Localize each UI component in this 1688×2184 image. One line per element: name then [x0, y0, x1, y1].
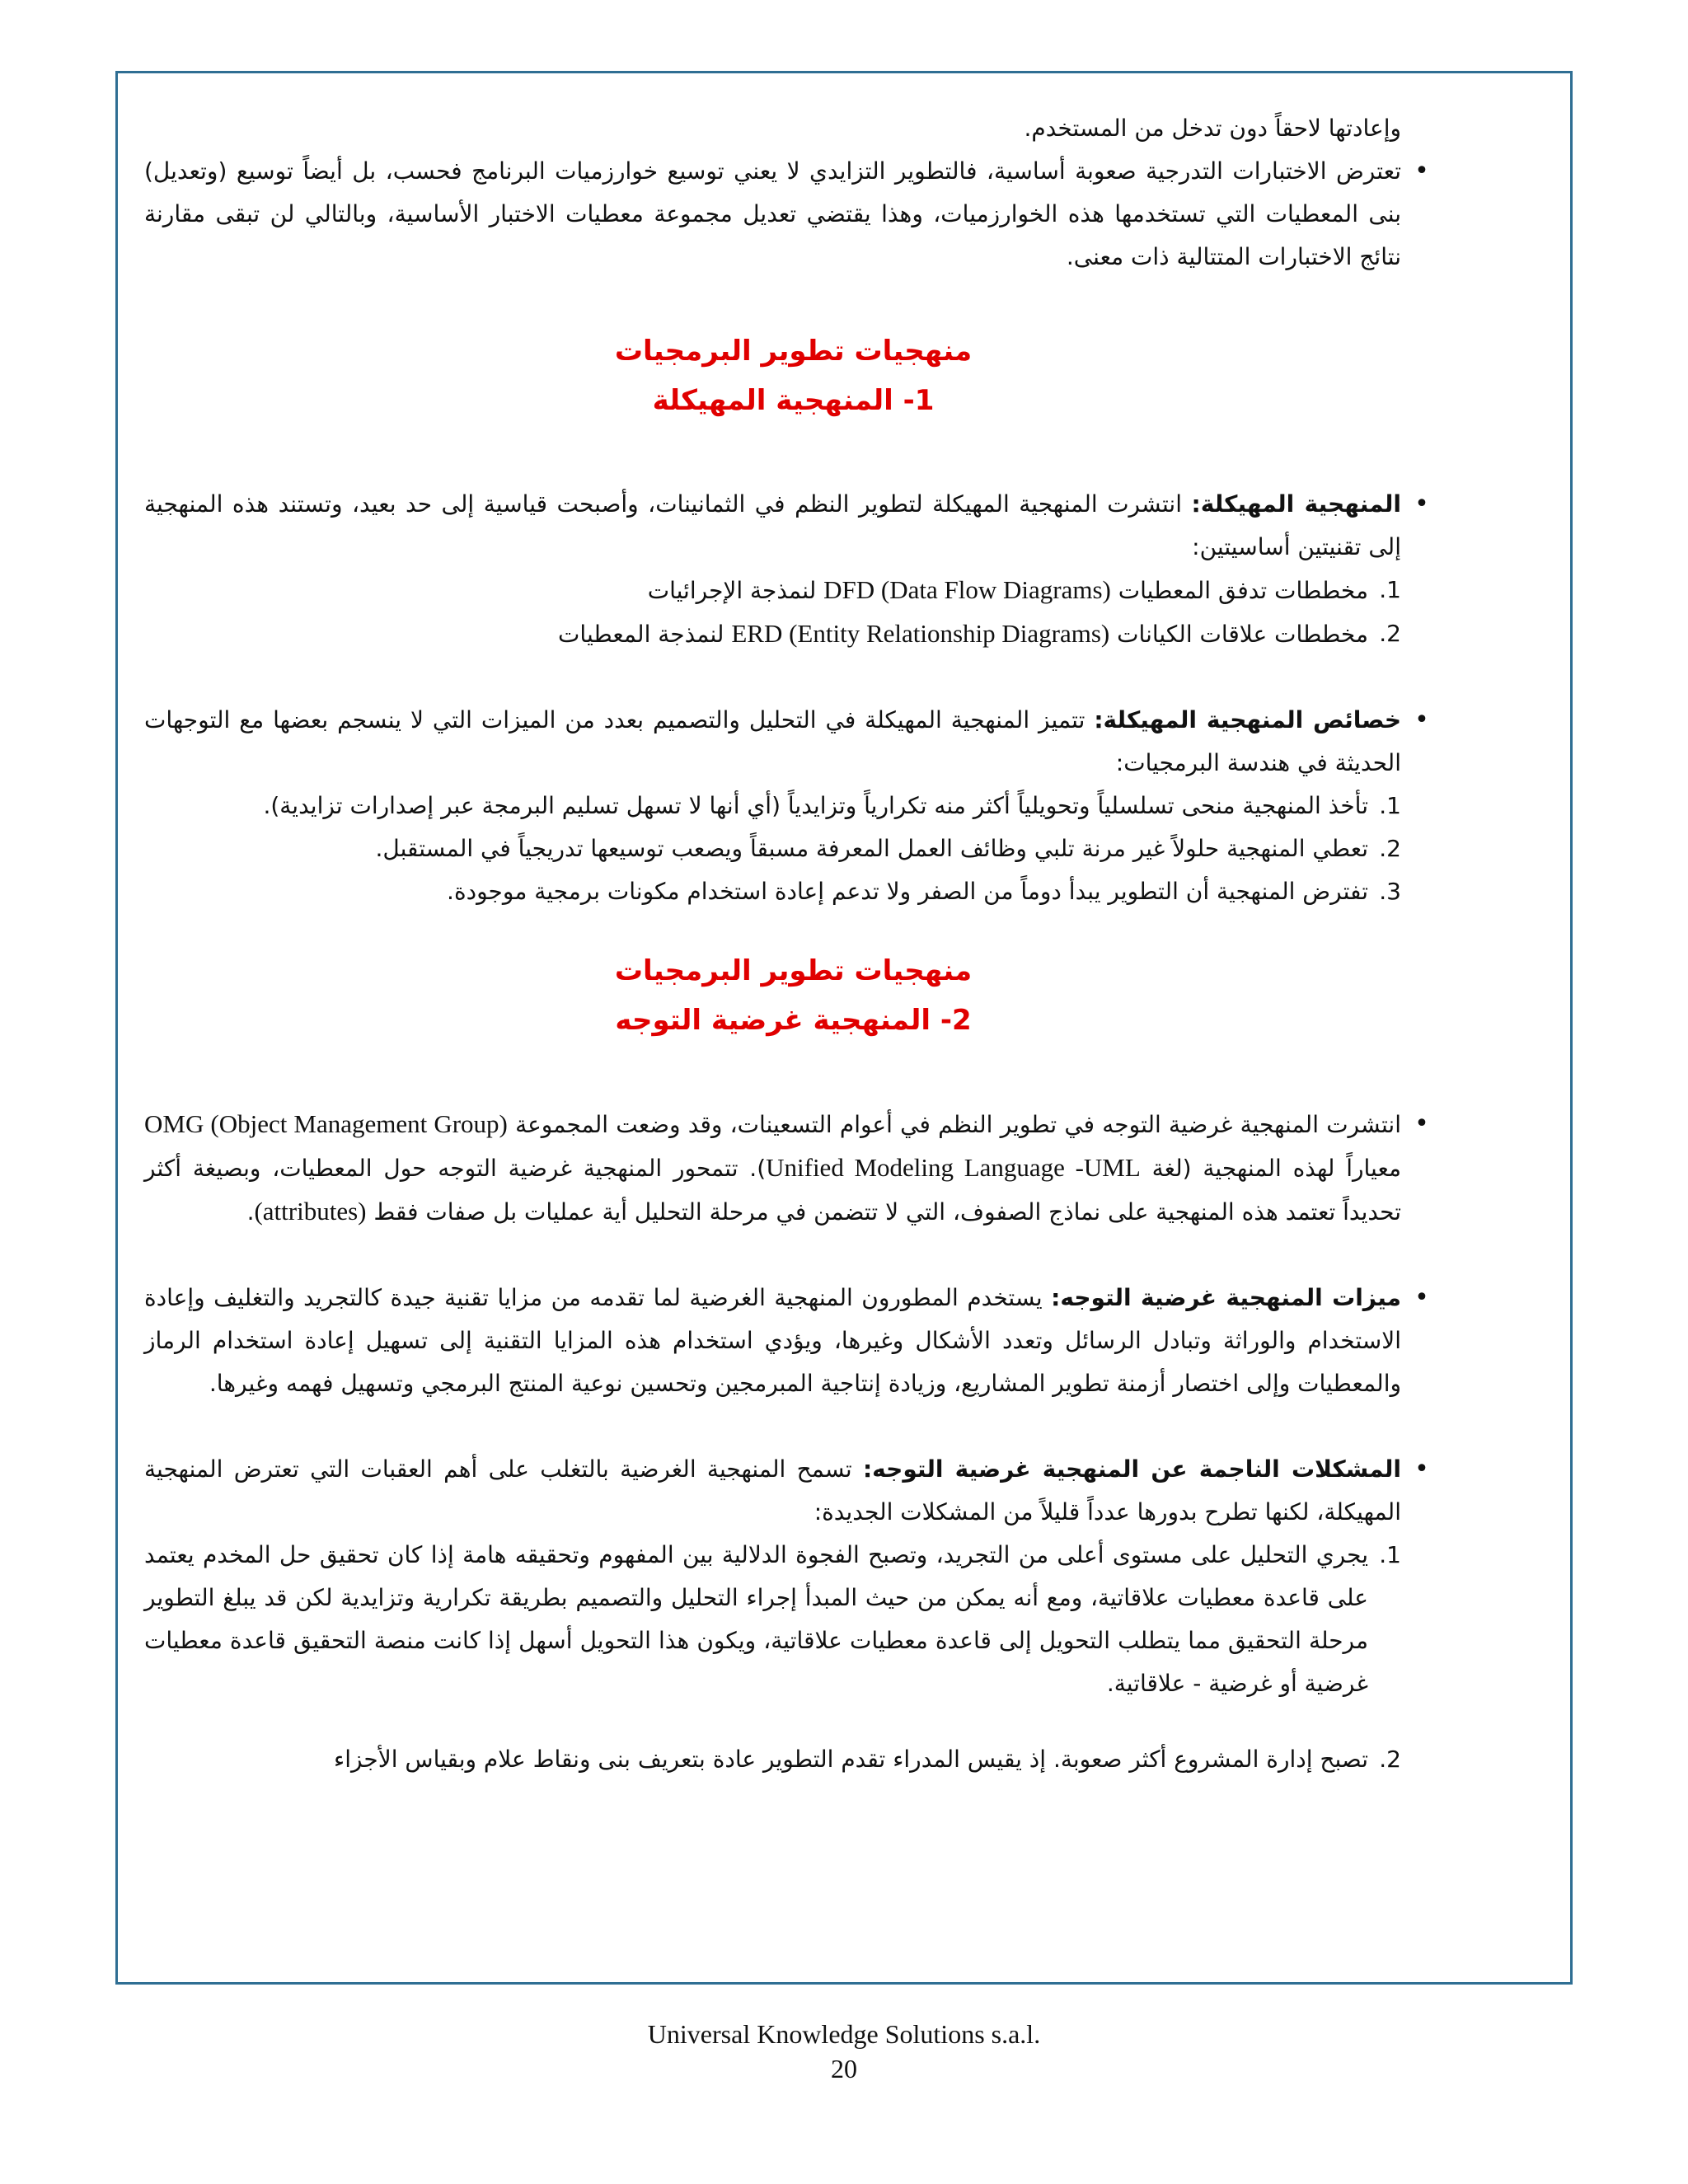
bullet-item: [144, 1103, 1442, 1234]
bullet-paragraph: [144, 699, 1401, 785]
bullet-text: معياراً لهذه المنهجية (لغة: [1140, 1155, 1401, 1182]
numbered-item: [144, 1738, 1401, 1781]
item-text: مخططات علاقات الكيانات: [1117, 621, 1368, 648]
numbered-item: [144, 785, 1401, 827]
item-text: يجري التحليل على مستوى أعلى من التجريد، وتصبح الفجوة الدلالية بين المفهوم وتحقيقه هامة إذا كان تحقيق حل المخدم يعتمد على قاعدة معطيات علاقاتية، ومع أنه يمكن من حيث المبدأ إجراء التحليل والتصميم بطريقة تكرارية وتزايدية لكن قد يبلغ التطوير مرحلة التحقيق مما يتطلب التحويل إلى قاعدة معطيات علاقاتية، ويكون هذا التحويل أسهل إذا كانت منصة التحقيق قاعدة معطيات غرضية أو غرضية - علاقاتية.: [144, 1541, 1368, 1697]
item-text: تصبح إدارة المشروع أكثر صعوبة. إذ يقيس المدراء تقدم التطوير عادة بتعريف بنى ونقاط علام وبقياس الأجزاء: [334, 1746, 1368, 1773]
bullet-text: .: [246, 1198, 255, 1226]
english-term: OMG (Object Management Group): [144, 1109, 508, 1138]
bullet-paragraph: [144, 483, 1401, 569]
item-text: تعطي المنهجية حلولاً غير مرنة تلبي وظائف العمل المعرفة مسبقاً ويصعب توسيعها تدريجياً في المستقبل.: [375, 835, 1368, 862]
numbered-item: [144, 827, 1401, 870]
item-english-term: DFD (Data Flow Diagrams): [823, 575, 1111, 604]
item-number: 1.: [1379, 792, 1401, 819]
bullet-item: [144, 150, 1442, 279]
bullet-lead: ميزات المنهجية غرضية التوجه:: [1051, 1284, 1401, 1311]
bullet-text: ). تتمحور المنهجية غرضية التوجه حول المعطيات، وبصيغة أكثر تحديداً تعتمد هذه المنهجية على نماذج الصفوف، التي لا تتضمن في مرحلة التحليل أية عمليات بل صفات فقط: [144, 1155, 1401, 1226]
section-title: منهجيات تطوير البرمجيات: [614, 335, 973, 368]
item-text: مخططات تدفق المعطيات: [1118, 577, 1368, 604]
bullet-text: انتشرت المنهجية المهيكلة لتطوير النظم في الثمانينات، وأصبحت قياسية إلى حد بعيد، وتستند هذه المنهجية إلى تقنيتين أساسيتين:: [144, 490, 1401, 560]
item-text-tail: لنمذجة المعطيات: [558, 621, 724, 648]
bullet-lead: المشكلات الناجمة عن المنهجية غرضية التوجه:: [862, 1455, 1401, 1483]
bullet-dot-icon: •: [1414, 705, 1429, 734]
numbered-item: [144, 1534, 1401, 1705]
item-number: 2.: [1379, 620, 1401, 647]
item-number: 1.: [1379, 576, 1401, 603]
continued-bullet: [144, 107, 1442, 150]
bullet-item: [144, 699, 1442, 913]
page-number: 20: [831, 2054, 857, 2083]
english-term: Unified Modeling Language -UML: [766, 1153, 1141, 1182]
document-body: [144, 107, 1442, 1781]
bullet-item: [144, 483, 1442, 656]
section-title: منهجيات تطوير البرمجيات: [614, 954, 973, 987]
bullet-text: تتميز المنهجية المهيكلة في التحليل والتصميم بعدد من الميزات التي لا ينسجم بعضها مع التوجهات الحديثة في هندسة البرمجيات:: [144, 706, 1401, 776]
bullet-text: تعترض الاختبارات التدرجية صعوبة أساسية، فالتطوير التزايدي لا يعني توسيع خوارزميات البرنامج فحسب، بل أيضاً توسيع (وتعديل) بنى المعطيات التي تستخدمها هذه الخوارزميات، وهذا يقتضي تعديل مجموعة معطيات الاختبار الأساسية، وبالتالي لن تبقى مقارنة نتائج الاختبارات المتتالية ذات معنى.: [144, 157, 1401, 270]
continuation-text: وإعادتها لاحقاً دون تدخل من المستخدم.: [1024, 115, 1401, 142]
bullet-lead: خصائص المنهجية المهيكلة:: [1094, 706, 1401, 733]
bullet-dot-icon: •: [1414, 1455, 1429, 1483]
bullet-dot-icon: •: [1414, 490, 1429, 518]
section-subtitle: 2- المنهجية غرضية التوجه: [615, 1004, 972, 1037]
bullet-text: يستخدم المطورون المنهجية الغرضية لما تقدمه من مزايا تقنية جيدة كالتجريد والتغليف وإعادة الاستخدام والوراثة وتبادل الرسائل وتعدد الأشكال وغيرها، ويؤدي استخدام هذه المزايا التقنية إلى تسهيل إعادة استخدام الرماز والمعطيات وإلى اختصار أزمنة تطوير المشاريع، وزيادة إنتاجية المبرمجين وتحسين نوعية المنتج البرمجي وتسهيل فهمه وغيرها.: [144, 1284, 1401, 1397]
bullet-paragraph: [144, 1277, 1401, 1405]
bullet-dot-icon: •: [1414, 1109, 1429, 1138]
bullet-paragraph: [144, 1103, 1401, 1234]
bullet-paragraph: [144, 1448, 1401, 1534]
item-english-term: ERD (Entity Relationship Diagrams): [731, 619, 1110, 648]
english-term: (attributes): [254, 1197, 367, 1226]
bullet-item: [144, 1448, 1442, 1781]
item-text: تفترض المنهجية أن التطوير يبدأ دوماً من الصفر ولا تدعم إعادة استخدام مكونات برمجية موجودة.: [447, 878, 1368, 905]
footer-company: Universal Knowledge Solutions s.a.l.: [647, 2019, 1041, 2049]
item-number: 1.: [1379, 1541, 1401, 1568]
bullet-dot-icon: •: [1414, 157, 1429, 185]
bullet-text: تسمح المنهجية الغرضية بالتغلب على أهم العقبات التي تعترض المنهجية المهيكلة، لكنها تطرح بدورها عدداً قليلاً من المشكلات الجديدة:: [144, 1455, 1401, 1526]
item-text-tail: لنمذجة الإجرائيات: [647, 577, 817, 604]
item-text: تأخذ المنهجية منحى تسلسلياً وتحويلياً أكثر منه تكرارياً وتزايدياً (أي أنها لا تسهل تسليم البرمجة عبر إصدارات تزايدية).: [263, 792, 1368, 819]
item-number: 2.: [1379, 1746, 1401, 1773]
numbered-item: [144, 569, 1401, 612]
bullet-dot-icon: •: [1414, 1283, 1429, 1312]
bullet-text: انتشرت المنهجية غرضية التوجه في تطوير النظم في أعوام التسعينات، وقد وضعت المجموعة: [507, 1111, 1401, 1138]
bullet-lead: المنهجية المهيكلة:: [1191, 490, 1401, 518]
numbered-item: [144, 870, 1401, 913]
item-number: 2.: [1379, 835, 1401, 862]
bullet-item: [144, 1277, 1442, 1405]
section-subtitle: 1- المنهجية المهيكلة: [652, 384, 935, 417]
item-number: 3.: [1379, 878, 1401, 905]
numbered-item: [144, 612, 1401, 656]
